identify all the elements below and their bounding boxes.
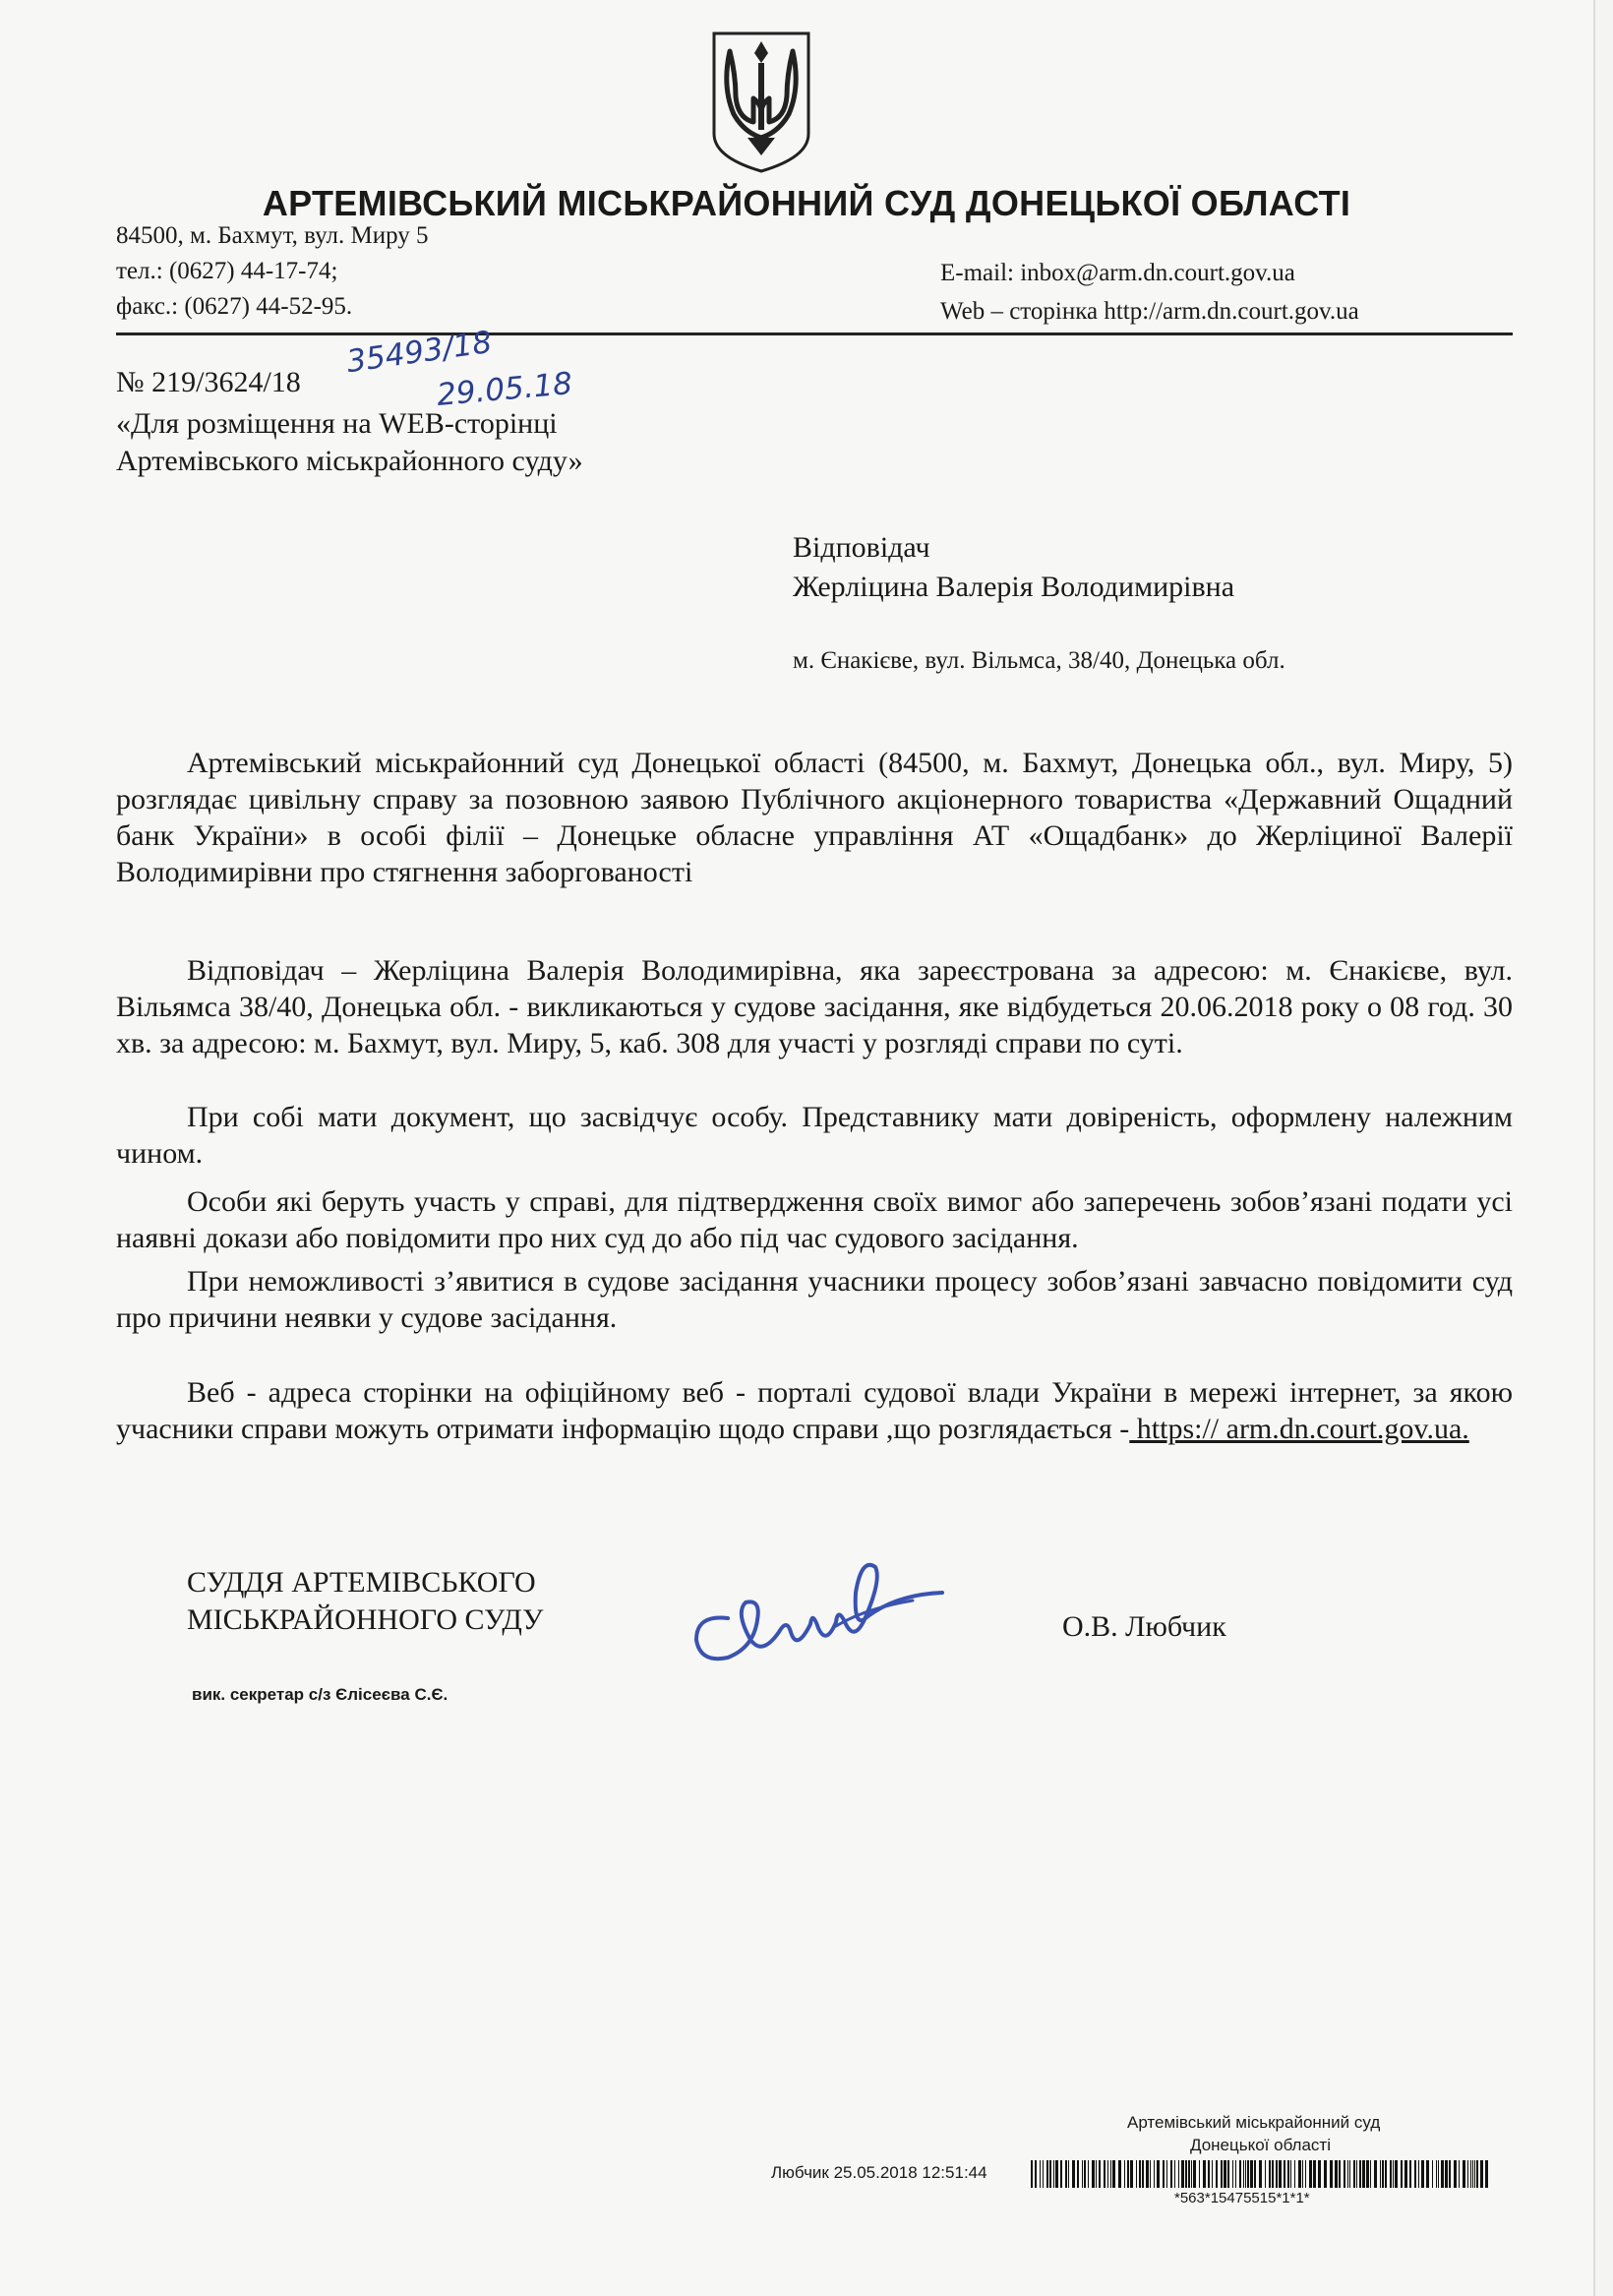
barcode-bar bbox=[1065, 2160, 1067, 2188]
barcode-bar bbox=[1088, 2160, 1089, 2188]
barcode-bar bbox=[1421, 2160, 1424, 2188]
paragraph-summons: Відповідач – Жерліцина Валерія Володимирівна, яка зареєстрована за адресою: м. Єнакієве, вул. Вільямса 38/40, Донецька обл. - викликаються у судове засідання, яке відбудеться 20.06.2018 року о 08 год. 30 хв. за адресою: м. Бахмут, вул. Миру, 5, каб. 308 для участі у розгляді справи по суті. bbox=[116, 954, 1513, 1059]
paragraph-documents: При собі мати документ, що засвідчує особу. Представнику мати довіреність, оформлену належним чином. bbox=[116, 1101, 1513, 1170]
barcode-bar bbox=[1043, 2160, 1044, 2188]
barcode-bar bbox=[1259, 2160, 1262, 2188]
barcode-number: *563*15475515*1*1* bbox=[1174, 2190, 1310, 2206]
barcode-bar bbox=[1404, 2160, 1407, 2188]
barcode-bar bbox=[1163, 2160, 1165, 2188]
barcode-bar bbox=[1166, 2160, 1167, 2188]
barcode-bar bbox=[1254, 2160, 1256, 2188]
barcode-bar bbox=[1250, 2160, 1253, 2188]
barcode-bar bbox=[1130, 2160, 1133, 2188]
barcode-bar bbox=[1245, 2160, 1246, 2188]
secretary-note: вик. секретар с/з Єлісеєва С.Є. bbox=[192, 1685, 448, 1704]
court-website-link[interactable]: https:// arm.dn.court.gov.ua. bbox=[1129, 1413, 1469, 1445]
court-fax: факс.: (0627) 44-52-95. bbox=[116, 293, 353, 320]
barcode-bar bbox=[1092, 2160, 1095, 2188]
barcode-bar bbox=[1318, 2160, 1321, 2188]
barcode-bar bbox=[1049, 2160, 1051, 2188]
barcode-bar bbox=[1445, 2160, 1448, 2188]
barcode-bar bbox=[1485, 2160, 1488, 2188]
barcode-bar bbox=[1235, 2160, 1236, 2188]
paragraph-case-description: Артемівський міськрайонний суд Донецької області (84500, м. Бахмут, Донецька обл., вул. Миру, 5) розглядає цивільну справу за позовною заявою Публічного акціонерного товариства «Державний Ощадний банк України» в особі філії – Донецьке обласне управління АТ «Ощадбанк» до Жерліциної Валерії Володимирівни про стягнення заборгованості bbox=[116, 747, 1513, 888]
barcode-bar bbox=[1374, 2160, 1377, 2188]
barcode-bar bbox=[1191, 2160, 1192, 2188]
barcode-bar bbox=[1157, 2160, 1160, 2188]
trident-emblem-icon bbox=[708, 28, 814, 175]
barcode-bar bbox=[1227, 2160, 1229, 2188]
barcode-bar bbox=[1339, 2160, 1341, 2188]
barcode-bar bbox=[1216, 2160, 1218, 2188]
barcode-bar bbox=[1221, 2160, 1223, 2188]
barcode-bar bbox=[1335, 2160, 1338, 2188]
barcode-bar bbox=[1107, 2160, 1108, 2188]
barcode-bar bbox=[1181, 2160, 1184, 2188]
web-address-text: Веб - адреса сторінки на офіційному веб - порталі судової влади України в мережі інтернет, за якою учасники справи можуть отримати інформацію щодо справи ,що розглядається - bbox=[116, 1376, 1513, 1445]
barcode-bar bbox=[1366, 2160, 1369, 2188]
handwritten-registration-number: 35493/18 bbox=[344, 324, 495, 381]
barcode-bar bbox=[1239, 2160, 1241, 2188]
barcode-bar bbox=[1324, 2160, 1327, 2188]
judge-title-line1: СУДДЯ АРТЕМІВСЬКОГО bbox=[187, 1566, 536, 1599]
barcode-bar bbox=[1068, 2160, 1069, 2188]
barcode-bar bbox=[1247, 2160, 1249, 2188]
barcode-bar bbox=[1127, 2160, 1129, 2188]
barcode-bar bbox=[1112, 2160, 1115, 2188]
barcode-bar bbox=[1359, 2160, 1361, 2188]
barcode-bar bbox=[1362, 2160, 1365, 2188]
barcode-bar bbox=[1305, 2160, 1306, 2188]
court-email: E-mail: inbox@arm.dn.court.gov.ua bbox=[940, 260, 1295, 286]
barcode-bar bbox=[1472, 2160, 1473, 2188]
barcode-bar bbox=[1046, 2160, 1048, 2188]
barcode-bar bbox=[1302, 2160, 1303, 2188]
barcode-bar bbox=[1096, 2160, 1097, 2188]
barcode-bar bbox=[1276, 2160, 1278, 2188]
barcode-bar bbox=[1193, 2160, 1196, 2188]
barcode-bar bbox=[1077, 2160, 1079, 2188]
barcode-bar bbox=[1203, 2160, 1206, 2188]
barcode-bar bbox=[1055, 2160, 1058, 2188]
barcode-bar bbox=[1349, 2160, 1350, 2188]
judge-title-line2: МІСЬКРАЙОННОГО СУДУ bbox=[187, 1603, 544, 1636]
barcode-bar bbox=[1279, 2160, 1282, 2188]
paragraph-absence: При неможливості з’явитися в судове засідання учасники процесу зобов’язані завчасно повідомити суд про причини неявки у судове засідання. bbox=[116, 1265, 1513, 1334]
barcode-bar bbox=[1110, 2160, 1111, 2188]
barcode-bar bbox=[1470, 2160, 1471, 2188]
barcode-bar bbox=[1284, 2160, 1285, 2188]
barcode-bar bbox=[1104, 2160, 1105, 2188]
barcode-bar bbox=[1463, 2160, 1465, 2188]
barcode-bar bbox=[1084, 2160, 1086, 2188]
barcode-bar bbox=[1436, 2160, 1437, 2188]
barcode-bar bbox=[1409, 2160, 1411, 2188]
barcode-bar bbox=[1040, 2160, 1041, 2188]
paragraph-evidence: Особи які беруть участь у справі, для підтвердження своїх вимог або заперечень зобов’язані подати усі наявні докази або повідомити про них суд до або під час судового засідання. bbox=[116, 1185, 1513, 1254]
publication-note-line2: Артемівського міськрайонного суду» bbox=[116, 445, 583, 477]
barcode-bar bbox=[1265, 2160, 1266, 2188]
barcode-bar bbox=[1356, 2160, 1357, 2188]
document-barcode bbox=[1031, 2160, 1493, 2188]
barcode-bar bbox=[1170, 2160, 1172, 2188]
barcode-bar bbox=[1185, 2160, 1187, 2188]
barcode-bar bbox=[1441, 2160, 1444, 2188]
barcode-bar bbox=[1150, 2160, 1151, 2188]
barcode-bar bbox=[1347, 2160, 1348, 2188]
barcode-bar bbox=[1053, 2160, 1054, 2188]
barcode-bar bbox=[1459, 2160, 1460, 2188]
stamp-court-line2: Донецької області bbox=[1190, 2136, 1331, 2154]
barcode-bar bbox=[1269, 2160, 1271, 2188]
recipient-name: Жерліцина Валерія Володимирівна bbox=[793, 571, 1235, 603]
barcode-bar bbox=[1418, 2160, 1419, 2188]
barcode-bar bbox=[1082, 2160, 1083, 2188]
stamp-court-line1: Артемівський міськрайонний суд bbox=[1127, 2113, 1381, 2132]
court-name-heading: АРТЕМІВСЬКИЙ МІСЬКРАЙОННИЙ СУД ДОНЕЦЬКОЇ ОБЛАСТІ bbox=[262, 183, 1351, 223]
stamp-user-timestamp: Любчик 25.05.2018 12:51:44 bbox=[771, 2163, 987, 2182]
paragraph-web-address bbox=[116, 1374, 1513, 1447]
barcode-bar bbox=[1178, 2160, 1179, 2188]
handwritten-signature bbox=[688, 1549, 964, 1677]
barcode-bar bbox=[1353, 2160, 1355, 2188]
barcode-bar bbox=[1146, 2160, 1149, 2188]
barcode-bar bbox=[1385, 2160, 1387, 2188]
barcode-bar bbox=[1294, 2160, 1295, 2188]
barcode-bar bbox=[1309, 2160, 1312, 2188]
barcode-bar bbox=[1139, 2160, 1141, 2188]
barcode-bar bbox=[1272, 2160, 1274, 2188]
barcode-bar bbox=[1232, 2160, 1233, 2188]
court-phone: тел.: (0627) 44-17-74; bbox=[116, 258, 338, 284]
barcode-bar bbox=[1476, 2160, 1478, 2188]
barcode-bar bbox=[1188, 2160, 1190, 2188]
barcode-bar bbox=[1414, 2160, 1416, 2188]
barcode-bar bbox=[1380, 2160, 1381, 2188]
barcode-bar bbox=[1449, 2160, 1451, 2188]
barcode-bar bbox=[1031, 2160, 1033, 2188]
barcode-bar bbox=[1136, 2160, 1137, 2188]
barcode-bar bbox=[1060, 2160, 1062, 2188]
barcode-bar bbox=[1212, 2160, 1213, 2188]
barcode-bar bbox=[1199, 2160, 1200, 2188]
barcode-bar bbox=[1401, 2160, 1403, 2188]
barcode-bar bbox=[1330, 2160, 1333, 2188]
case-number: № 219/3624/18 bbox=[116, 366, 301, 398]
barcode-bar bbox=[1426, 2160, 1429, 2188]
court-address: 84500, м. Бахмут, вул. Миру 5 bbox=[116, 222, 429, 249]
barcode-bar bbox=[1313, 2160, 1316, 2188]
barcode-bar bbox=[1142, 2160, 1144, 2188]
barcode-bar bbox=[1174, 2160, 1175, 2188]
recipient-address: м. Єнакієве, вул. Вільмса, 38/40, Донецька обл. bbox=[793, 647, 1285, 674]
barcode-bar bbox=[1480, 2160, 1483, 2188]
barcode-bar bbox=[1118, 2160, 1121, 2188]
barcode-bar bbox=[1438, 2160, 1439, 2188]
judge-name: О.В. Любчик bbox=[1062, 1610, 1226, 1643]
recipient-role: Відповідач bbox=[793, 531, 930, 564]
barcode-bar bbox=[1154, 2160, 1155, 2188]
barcode-bar bbox=[1467, 2160, 1468, 2188]
publication-note-line1: «Для розміщення на WEB-сторінці bbox=[116, 407, 558, 440]
header-divider bbox=[116, 332, 1513, 335]
barcode-bar bbox=[1208, 2160, 1210, 2188]
barcode-bar bbox=[1474, 2160, 1475, 2188]
barcode-bar bbox=[1390, 2160, 1392, 2188]
barcode-bar bbox=[1224, 2160, 1226, 2188]
barcode-bar bbox=[1370, 2160, 1371, 2188]
barcode-bar bbox=[1382, 2160, 1384, 2188]
court-website: Web – сторінка http://arm.dn.court.gov.ua bbox=[940, 298, 1359, 325]
barcode-bar bbox=[1124, 2160, 1125, 2188]
barcode-bar bbox=[1395, 2160, 1398, 2188]
barcode-bar bbox=[1035, 2160, 1037, 2188]
barcode-bar bbox=[1290, 2160, 1291, 2188]
barcode-bar bbox=[1454, 2160, 1457, 2188]
barcode-bar bbox=[1344, 2160, 1345, 2188]
barcode-bar bbox=[1393, 2160, 1394, 2188]
barcode-bar bbox=[1072, 2160, 1075, 2188]
barcode-bar bbox=[1298, 2160, 1301, 2188]
barcode-bar bbox=[1432, 2160, 1433, 2188]
barcode-bar bbox=[1243, 2160, 1244, 2188]
barcode-bar bbox=[1287, 2160, 1289, 2188]
handwritten-date: 29.05.18 bbox=[435, 366, 574, 413]
barcode-bar bbox=[1099, 2160, 1101, 2188]
